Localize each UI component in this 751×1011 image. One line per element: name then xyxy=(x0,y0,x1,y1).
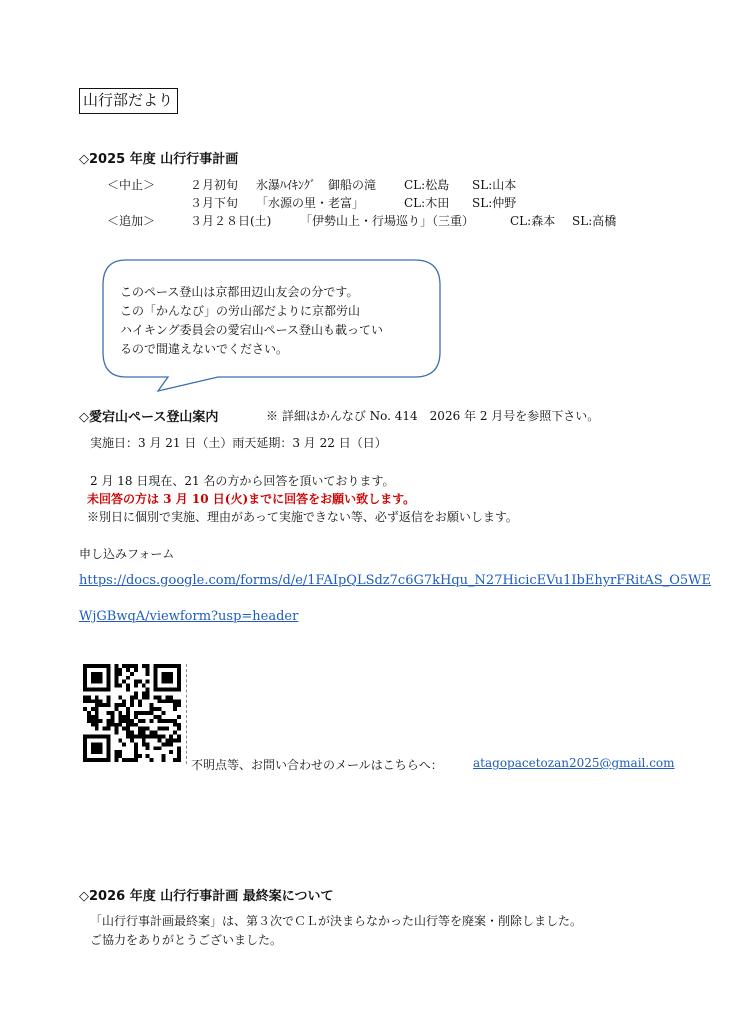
row-sl: SL:高橋 xyxy=(572,214,617,228)
row-event: 「伊勢山上・行場巡り」（三重） xyxy=(300,214,475,228)
qr-code[interactable] xyxy=(83,664,181,762)
row-cl: CL:森本 xyxy=(510,214,556,228)
row-when: ２月初旬 xyxy=(190,178,239,192)
callout-line: このペース登山は京都田辺山友会の分です。 xyxy=(120,285,359,299)
plan2026-text: ご協力をありがとうございました。 xyxy=(90,933,283,947)
row-event: 氷瀑ﾊｲｷﾝｸﾞ 御船の滝 xyxy=(256,178,377,192)
row-cl: CL:木田 xyxy=(404,196,450,210)
row-tag: ＜中止＞ xyxy=(107,178,156,192)
callout-line: ハイキング委員会の愛宕山ペース登山も載ってい xyxy=(120,323,384,337)
form-url-line[interactable]: WjGBwqA/viewform?usp=header xyxy=(79,609,299,624)
atago-heading: ◇愛宕山ペース登山案内 xyxy=(79,410,219,425)
contact-text: 不明点等、お問い合わせのメールはこちらへ： xyxy=(191,758,443,772)
plan2025-heading: ◇2025 年度 山行行事計画 xyxy=(79,152,239,167)
response-status: 2 月 18 日現在、21 名の方から回答を頂いております。 xyxy=(90,474,395,488)
other-notice: ※別日に個別で実施、理由があって実施できない等、必ず返信をお願いします。 xyxy=(87,510,518,524)
callout-line: この「かんなび」の労山部だよりに京都労山 xyxy=(120,304,361,318)
row-when: ３月２８日(土) xyxy=(190,214,272,228)
row-tag: ＜追加＞ xyxy=(107,214,156,228)
row-cl: CL:松島 xyxy=(404,178,450,192)
contact-email-link[interactable]: atagopacetozan2025@gmail.com xyxy=(473,756,675,770)
row-sl: SL:山本 xyxy=(472,178,517,192)
reminder-notice: 未回答の方は 3 月 10 日(火)までに回答をお願い致します。 xyxy=(87,492,416,506)
event-date: 実施日：3 月 21 日（土）雨天延期：3 月 22 日（日） xyxy=(90,436,387,450)
plan2026-heading: ◇2026 年度 山行行事計画 最終案について xyxy=(79,889,334,904)
atago-note: ※ 詳細はかんなび No. 414 2026 年 2 月号を参照下さい。 xyxy=(266,409,600,423)
plan2026-text: 「山行行事計画最終案」は、第３次でＣＬが決まらなかった山行等を廃案・削除しました。 xyxy=(90,914,583,928)
row-when: ３月下旬 xyxy=(190,196,239,210)
callout-line: るので間違えないでください。 xyxy=(120,342,289,356)
form-label: 申し込みフォーム xyxy=(79,547,175,561)
row-event: 「水源の里・老富」 xyxy=(256,196,365,210)
page-title: 山行部だより xyxy=(79,88,178,114)
divider xyxy=(186,664,187,764)
row-sl: SL:仲野 xyxy=(472,196,517,210)
form-url-line[interactable]: https://docs.google.com/forms/d/e/1FAIpQLSdz7c6G7kHqu_N27HicicEVu1IbEhyrFRitAS_O5WE xyxy=(79,573,712,588)
